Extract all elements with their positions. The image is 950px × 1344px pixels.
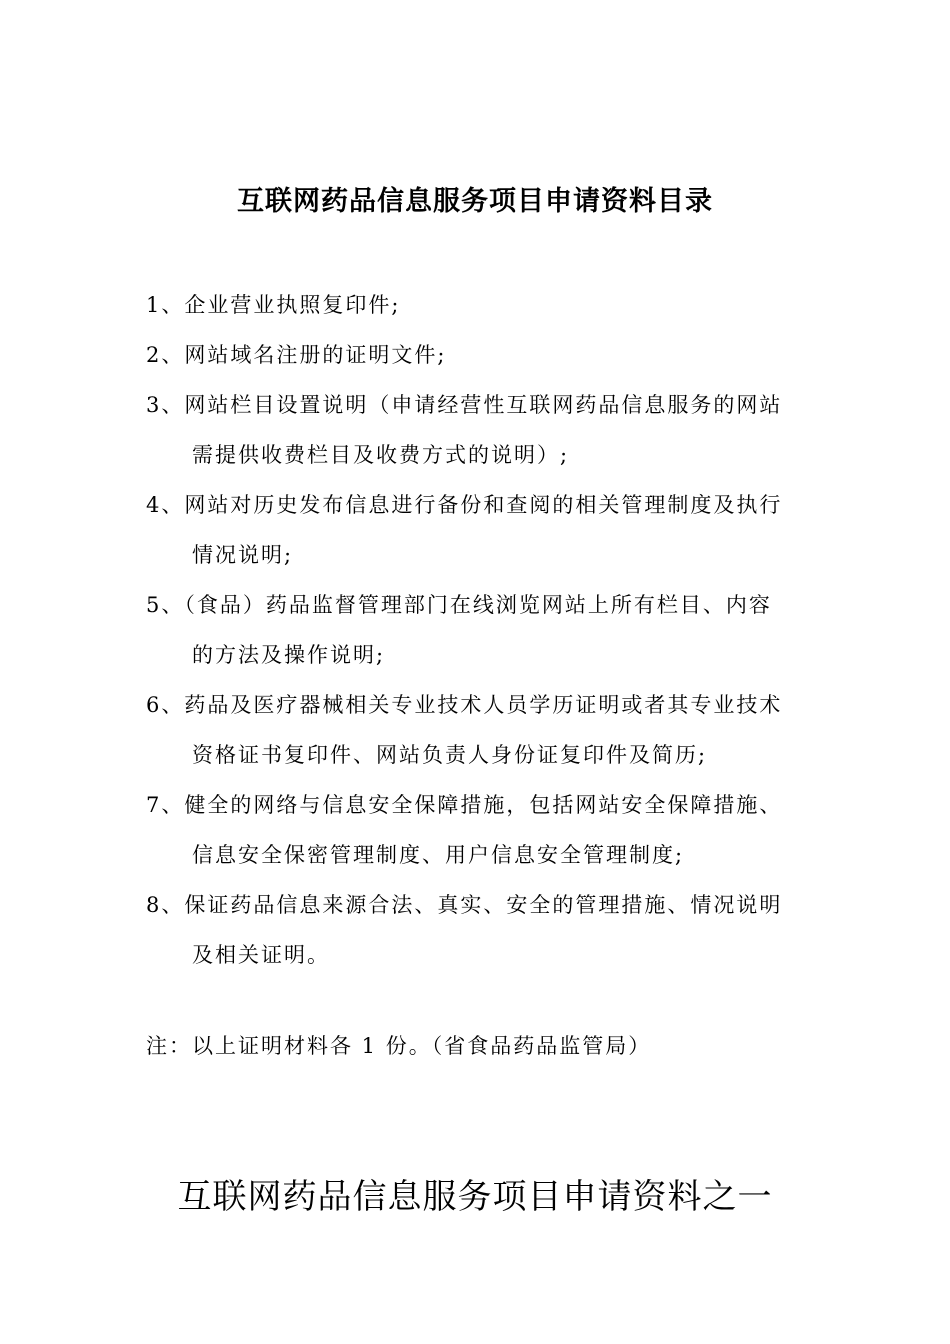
list-item-text: 5、（食品）药品监督管理部门在线浏览网站上所有栏目、内容 [146,593,772,617]
list-item-text: 3、网站栏目设置说明（申请经营性互联网药品信息服务的网站 [146,393,783,417]
list-item-8 [0,880,950,980]
list-item-3 [0,380,950,480]
section-title: 互联网药品信息服务项目申请资料之一 [177,1177,773,1217]
list-item-continuation: 情况说明; [192,543,294,567]
list-item-4 [0,480,950,580]
list-item-2 [0,330,950,380]
list-item-continuation: 需提供收费栏目及收费方式的说明）; [192,443,570,467]
list-item-text: 4、网站对历史发布信息进行备份和查阅的相关管理制度及执行 [146,493,783,517]
footnote: 注：以上证明材料各 1 份。（省食品药品监管局） [146,1034,652,1058]
list-item-text: 7、健全的网络与信息安全保障措施，包括网站安全保障措施、 [146,793,783,817]
list-item-text: 8、保证药品信息来源合法、真实、安全的管理措施、情况说明 [146,893,783,917]
list-item-7 [0,780,950,880]
list-item-text: 1、企业营业执照复印件; [146,293,401,317]
list-item-continuation: 资格证书复印件、网站负责人身份证复印件及简历; [192,743,708,767]
requirements-list [0,280,950,980]
list-item-text: 2、网站域名注册的证明文件; [146,343,447,367]
list-item-continuation: 的方法及操作说明; [192,643,386,667]
document-title: 互联网药品信息服务项目申请资料目录 [237,186,713,217]
list-item-continuation: 信息安全保密管理制度、用户信息安全管理制度; [192,843,685,867]
list-item-1 [0,280,950,330]
list-item-6 [0,680,950,780]
list-item-text: 6、药品及医疗器械相关专业技术人员学历证明或者其专业技术 [146,693,783,717]
list-item-continuation: 及相关证明。 [192,943,330,967]
list-item-5 [0,580,950,680]
